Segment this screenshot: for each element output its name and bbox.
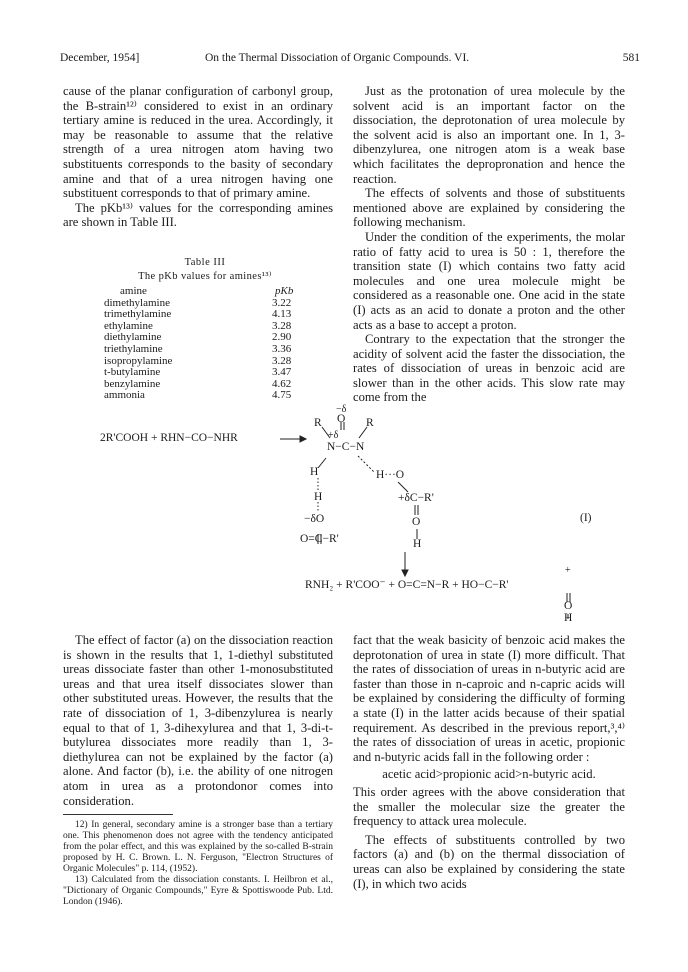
header-title: On the Thermal Dissociation of Organic Compounds. VI.: [205, 52, 470, 64]
scheme-products: RNH₂ + R'COO⁻ + O=C=N−R + HO−C−R': [305, 579, 509, 591]
paragraph: Under the condition of the experiments, the molar ratio of fatty acid to urea is 50 : 1, therefore the transition state (I) which contains two fatty acid molecules and one urea molecule might be considered as a reasonable one. One acid in the state (I) acts as an acid to donate a proton and the other acts as a base to accept a proton.: [353, 229, 625, 332]
footnote: 13) Calculated from the dissociation constants. I. Heilbron et al., "Dictionary of Organic Compounds," Eyre & Spottiswoode Pub. Ltd. London (1946).: [63, 875, 333, 908]
header-date: December, 1954]: [60, 52, 140, 64]
oxygen-atom: −δO: [304, 513, 325, 525]
oxygen-atom: O: [337, 413, 346, 425]
paragraph: fact that the weak basicity of benzoic acid makes the deprotonation of urea in state (I) more difficult. That the rates of dissociation of ureas in n-butyric acid are faster than those in n-caproic and n-capric acids will be explained by considering the difficulty of forming a state (I) in the latter acids because of their spatial requirement. As described in the previous report,³,⁴⁾ the rates of dissociation of ureas in acetic, propionic and n-butyric acids fall in the following order :: [353, 633, 625, 764]
cell-pkb: 4.62: [272, 377, 292, 390]
cell-amine: isopropylamine: [104, 354, 173, 367]
cell-amine: t-butylamine: [104, 366, 161, 379]
cell-pkb: 3.28: [272, 319, 292, 332]
reaction-scheme: [100, 404, 640, 627]
cell-amine: dimethylamine: [104, 296, 170, 309]
column-header-pkb: pKb: [275, 285, 294, 297]
oxygen-atom: O: [412, 516, 421, 528]
cell-pkb: 3.28: [272, 354, 292, 367]
cell-pkb: 3.22: [272, 296, 292, 309]
table-subtitle: The pKb values for amines¹³⁾: [138, 271, 272, 282]
footnote: 12) In general, secondary amine is a stronger base than a tertiary one. This phenomenon does not agree with the tendency anticipated from the polar effect, and this was explained by the so-called B-strain proposed by H. C. Brown. L. N. Ferguson, "Electron Structures of Organic Molecules" p. 114, (1952).: [63, 820, 333, 875]
paragraph: The effect of factor (a) on the dissociation reaction is shown in the results that 1, 1-diethyl substituted ureas dissociate faster than other 1-monosubstituted ureas and that urea itself dissociates slower than other substituted ureas. However, the results that the rate of dissociation of 1, 3-dibenzylurea is nearly equal to that of 1, 3-dihexylurea and that 1, 3-di-t-butylurea dissociates more readily than 1, 3-diethylurea can not be explained by the factor (a) alone. And factor (b), i.e. the ability of one nitrogen atom in urea as a protondonor comes into consideration.: [63, 633, 333, 808]
right-column-top: [353, 84, 625, 405]
delta-plus: +δ: [328, 430, 339, 441]
footnotes: [63, 820, 333, 908]
paragraph: cause of the planar configuration of carbonyl group, the B-strain¹²⁾ considered to exist in an ordinary tertiary amine is reduced in the urea. Accordingly, it may be reasonable to assume that the relative strength of a urea nitrogen atom having two substituents corresponds to the basity of secondary amine and that of a urea nitrogen having one substituent corresponds to that of primary amine.: [63, 84, 333, 201]
paragraph: The pKb¹³⁾ values for the corresponding amines are shown in Table III.: [63, 200, 333, 230]
scheme-bonds: [100, 412, 640, 627]
table-row: [100, 390, 310, 402]
paragraph: Just as the protonation of urea molecule by the solvent acid is an important factor on the dissociation, the deprotonation of urea molecule by the solvent acid is also an important one. In 1, 3-dibenzylurea, one nitrogen atom is a weak base which facilitates the depropronation and hence the reaction.: [353, 84, 625, 186]
running-header: [60, 52, 640, 68]
state-label: (I): [580, 512, 592, 524]
hydrogen-atom: H: [413, 538, 422, 550]
table-header-row: [100, 286, 310, 298]
table-caption: Table III: [184, 257, 226, 268]
cell-amine: ethylamine: [104, 319, 153, 332]
oxygen-atom: O: [564, 600, 573, 612]
cell-amine: ammonia: [104, 389, 145, 402]
left-column-top: [63, 84, 333, 230]
hydrogen-atom: H: [564, 612, 573, 624]
h-bond-o: H···O: [376, 469, 405, 481]
acid-order: acetic acid>propionic acid>n-butyric acid.: [382, 767, 596, 782]
column-header-amine: amine: [120, 285, 147, 297]
paragraph: The effects of substituents controlled by two factors (a) and (b) on the thermal dissociation of ureas can also be explained by considering the state (I), in which two acids: [353, 832, 625, 891]
paragraph: Contrary to the expectation that the stronger the acidity of solvent acid the faster the dissociation, the rates of dissociation of ureas in benzoic acid are slower than in the other acids. This slow rate may come from the: [353, 332, 625, 405]
right-column-bottom: [353, 633, 625, 891]
cell-amine: benzylamine: [104, 377, 161, 390]
cell-pkb: 3.36: [272, 342, 292, 355]
cell-pkb: 4.13: [272, 308, 292, 321]
left-column-bottom: [63, 633, 333, 908]
scheme-reactants: 2R'COOH + RHN−CO−NHR: [100, 432, 238, 444]
cell-amine: trimethylamine: [104, 308, 172, 321]
hydrogen-atom: H: [310, 466, 319, 478]
footnote-rule: [63, 814, 173, 815]
acid-group: O=C−R': [300, 533, 339, 545]
cell-pkb: 3.47: [272, 366, 292, 379]
table-row: [100, 344, 310, 356]
r-group: R: [366, 417, 374, 429]
page-number: 581: [622, 52, 640, 64]
plus-charge: +: [565, 565, 571, 576]
table-row: [100, 367, 310, 379]
cell-amine: triethylamine: [104, 342, 163, 355]
r-group: R: [314, 417, 322, 429]
cell-pkb: 4.75: [272, 389, 292, 402]
carbonyl-carbon: +δC−R': [398, 492, 434, 504]
paragraph: This order agrees with the above consideration that the smaller the molecular size the greater the frequency to attack urea molecule.: [353, 784, 625, 829]
delta-minus: −δ: [336, 404, 347, 415]
cell-pkb: 2.90: [272, 331, 292, 344]
urea-backbone: N−C−N: [327, 441, 365, 453]
paragraph: The effects of solvents and those of substituents mentioned above are explained by considering the following mechanism.: [353, 186, 625, 230]
table-iii: [100, 257, 310, 402]
hydrogen-atom: H: [314, 491, 323, 503]
cell-amine: diethylamine: [104, 331, 162, 344]
